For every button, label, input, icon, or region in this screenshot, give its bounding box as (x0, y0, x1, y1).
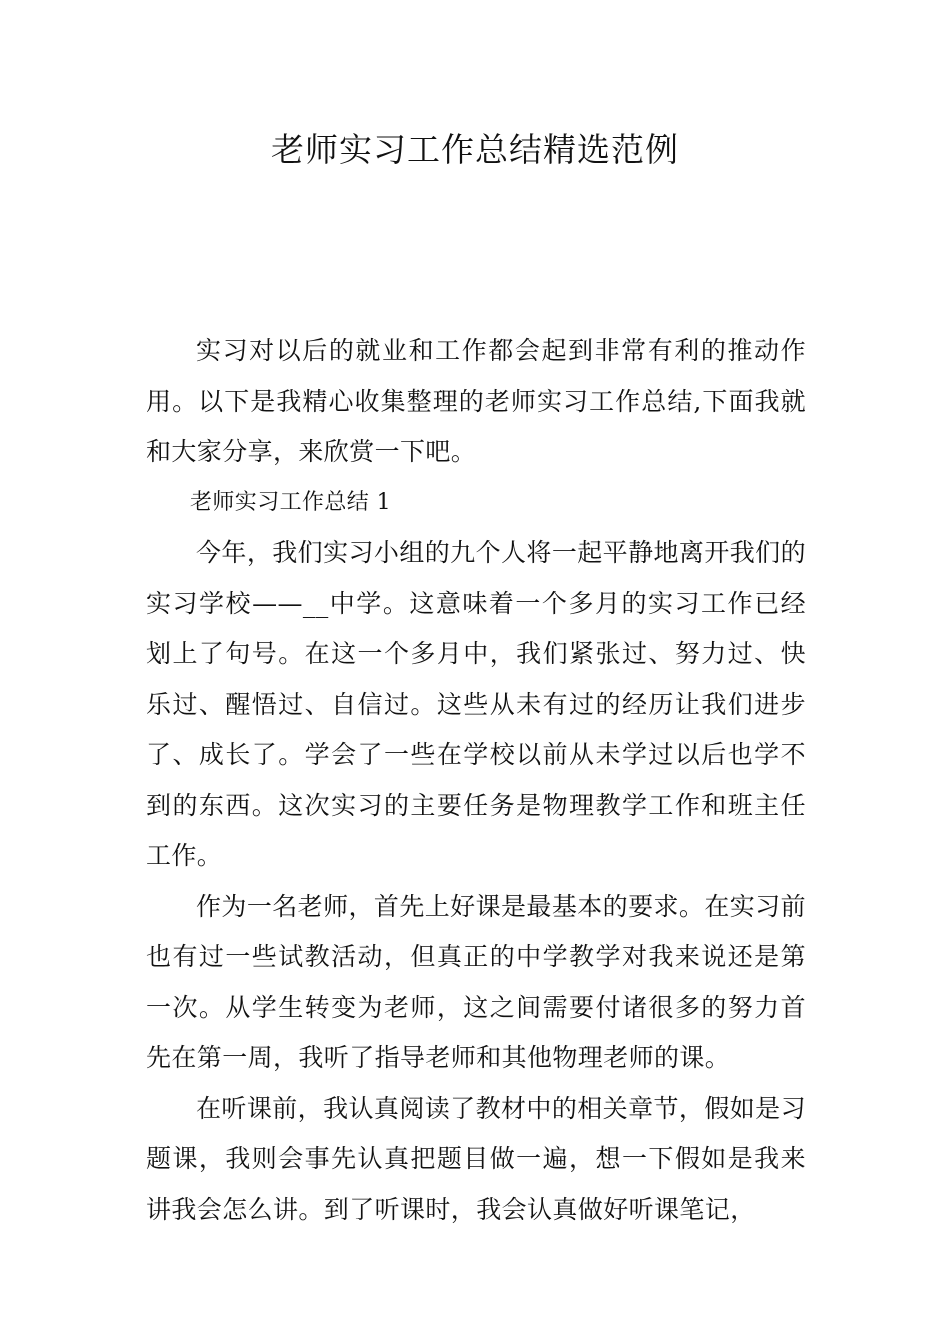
body-paragraph: 在听课前，我认真阅读了教材中的相关章节，假如是习题课，我则会事先认真把题目做一遍，想一下假如是我来讲我会怎么讲。到了听课时，我会认真做好听课笔记， (146, 1093, 806, 1224)
intro-paragraph: 实习对以后的就业和工作都会起到非常有利的推动作用。以下是我精心收集整理的老师实习工作总结,下面我就和大家分享，来欣赏一下吧。 (146, 336, 806, 466)
document-body (146, 326, 806, 1235)
section-heading: 老师实习工作总结 1 (190, 489, 391, 515)
document-title: 老师实习工作总结精选范例 (271, 130, 679, 169)
body-paragraph: 作为一名老师，首先上好课是最基本的要求。在实习前也有过一些试教活动，但真正的中学教学对我来说还是第一次。从学生转变为老师，这之间需要付诸很多的努力首先在第一周，我听了指导老师和其他物理老师的课。 (146, 891, 806, 1072)
body-paragraph: 今年，我们实习小组的九个人将一起平静地离开我们的实习学校——__中学。这意味着一个多月的实习工作已经划上了句号。在这一个多月中，我们紧张过、努力过、快乐过、醒悟过、自信过。这些从未有过的经历让我们进步了、成长了。学会了一些在学校以前从未学过以后也学不到的东西。这次实习的主要任务是物理教学工作和班主任工作。 (146, 538, 806, 870)
